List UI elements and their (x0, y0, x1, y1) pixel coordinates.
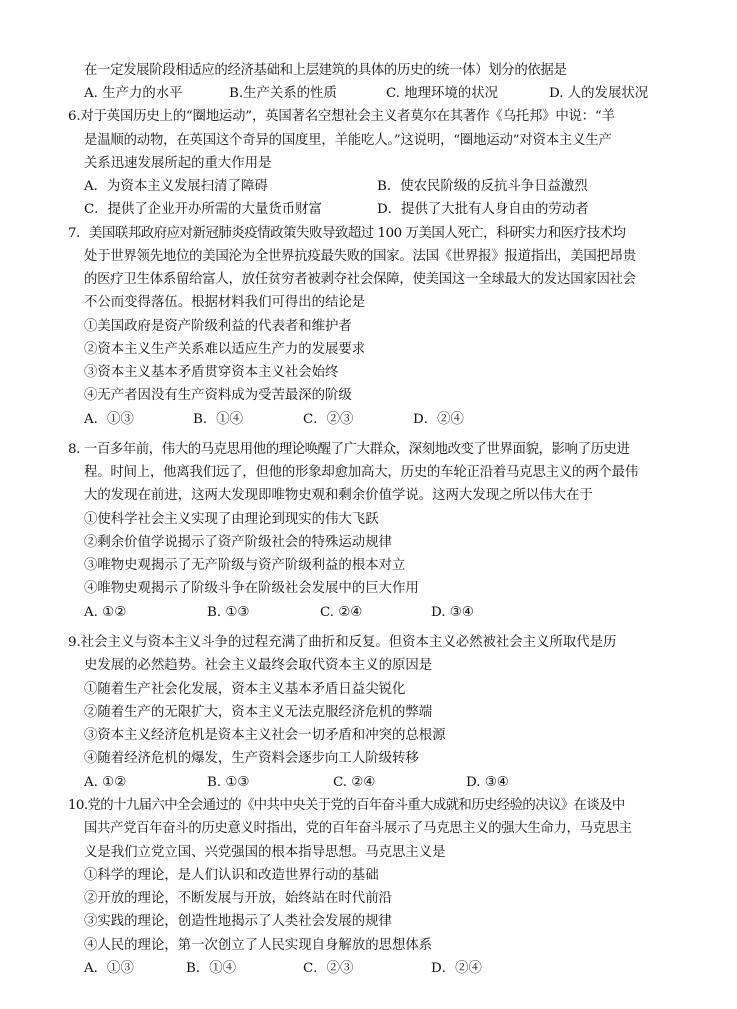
option-c: C．②③ (303, 412, 354, 427)
statement-item: ④随着经济危机的爆发，生产资料会逐步向工人阶级转移 (84, 751, 419, 766)
option-c: C．②③ (303, 961, 354, 976)
statement-item: ④唯物史观揭示了阶级斗争在阶级社会发展中的巨大作用 (84, 581, 419, 596)
question-stem-line: 处于世界领先地位的美国沦为全世界抗疫最失败的国家。法国《世界报》报道指出，美国把昂贵 (84, 249, 636, 264)
question-stem-line: 不公而变得落伍。根据材料我们可得出的结论是 (84, 295, 366, 310)
statement-item: ①美国政府是资产阶级利益的代表者和维护者 (84, 319, 352, 334)
option-a: A. 生产力的水平 (84, 86, 183, 101)
question-stem-line: 8. 一百多年前，伟大的马克思用他的理论唤醒了广大群众，深刻地改变了世界面貌，影响了历史进 (68, 442, 630, 457)
option-d: D．②④ (413, 412, 464, 427)
statement-item: ①随着生产社会化发展，资本主义基本矛盾日益尖锐化 (84, 682, 406, 697)
option-b: B. ①③ (207, 605, 250, 620)
statement-item: ②剩余价值学说揭示了资产阶级社会的特殊运动规律 (84, 535, 392, 550)
option-a: A. ①② (84, 775, 127, 790)
option-d: D．提供了大批有人身自由的劳动者 (377, 202, 589, 217)
statement-item: ②随着生产的无限扩大，资本主义无法克服经济危机的弊端 (84, 705, 433, 720)
question-stem-line: 9.社会主义与资本主义斗争的过程充满了曲折和反复。但资本主义必然被社会主义所取代是历 (68, 635, 617, 650)
option-d: D．②④ (431, 961, 482, 976)
question-stem-line: 大的发现在前进，这两大发现即唯物史观和剩余价值学说。这两大发现之所以伟大在于 (84, 488, 593, 503)
question-stem-line: 史发展的必然趋势。社会主义最终会取代资本主义的原因是 (84, 658, 433, 673)
statement-item: ③资本主义基本矛盾贯穿资本主义社会始终 (84, 365, 339, 380)
question-stem-line: 是温顺的动物，在英国这个奇异的国度里，羊能吃人。”这说明，“圈地运动”对资本主义生产 (84, 133, 612, 148)
option-c: C．提供了企业开办所需的大量货币财富 (84, 202, 322, 217)
question-stem-line: 国共产党百年奋斗的历史意义时指出，党的百年奋斗展示了马克思主义的强大生命力，马克思主 (84, 821, 632, 836)
option-b: B．使农民阶级的反抗斗争日益激烈 (377, 179, 588, 194)
option-b: B．①④ (193, 412, 244, 427)
option-d: D. 人的发展状况 (549, 86, 649, 101)
statement-item: ③实践的理论，创造性地揭示了人类社会发展的规律 (84, 914, 392, 929)
question-stem-line: 程。时间上，他离我们远了，但他的形象却愈加高大，历史的车轮正沿着马克思主义的两个最伟 (84, 465, 639, 480)
question-stem-line: 10.党的十九届六中全会通过的《中共中央关于党的百年奋斗重大成就和历史经验的决议》在谈及中 (68, 798, 625, 813)
option-c: C. 地理环境的状况 (386, 86, 499, 101)
statement-item: ①科学的理论，是人们认识和改造世界行动的基础 (84, 868, 379, 883)
question-stem-line: 的医疗卫生体系留给富人，放任贫穷者被剥夺社会保障，使美国这一全球最大的发达国家因社会 (84, 272, 636, 287)
option-b: B．①④ (186, 961, 237, 976)
statement-item: ③资本主义经济危机是资本主义社会一切矛盾和冲突的总根源 (84, 728, 446, 743)
question-stem-line: 义是我们立党立国、兴党强国的根本指导思想。马克思主义是 (84, 845, 446, 860)
question-stem-line: 关系迅速发展所起的重大作用是 (84, 156, 272, 171)
statement-item: ①使科学社会主义实现了由理论到现实的伟大飞跃 (84, 512, 379, 527)
option-b: B.生产关系的性质 (229, 86, 337, 101)
option-d: D. ③④ (431, 605, 474, 620)
statement-item: ②资本主义生产关系难以适应生产力的发展要求 (84, 342, 366, 357)
option-c: C. ②④ (320, 605, 363, 620)
question-stem-line: 6.对于英国历史上的“圈地运动”，英国著名空想社会主义者莫尔在其著作《乌托邦》中说：“羊 (68, 109, 615, 124)
statement-item: ④人民的理论，第一次创立了人民实现自身解放的思想体系 (84, 938, 433, 953)
question-stem-line: 在一定发展阶段相适应的经济基础和上层建筑的具体的历史的统一体）划分的依据是 (84, 63, 567, 78)
statement-item: ③唯物史观揭示了无产阶级与资产阶级利益的根本对立 (84, 558, 406, 573)
option-a: A．①③ (84, 961, 134, 976)
option-c: C. ②④ (333, 775, 376, 790)
option-a: A．①③ (84, 412, 134, 427)
option-a: A. ①② (84, 605, 127, 620)
statement-item: ②开放的理论，不断发展与开放，始终站在时代前沿 (84, 891, 392, 906)
question-stem-line: 7．美国联邦政府应对新冠肺炎疫情政策失败导致超过 100 万美国人死亡，科研实力和医疗技术均 (68, 226, 626, 241)
option-d: D. ③④ (466, 775, 509, 790)
option-a: A．为资本主义发展扫清了障碍 (84, 179, 268, 194)
statement-item: ④无产者因没有生产资料成为受苦最深的阶级 (84, 388, 352, 403)
option-b: B. ①③ (207, 775, 250, 790)
